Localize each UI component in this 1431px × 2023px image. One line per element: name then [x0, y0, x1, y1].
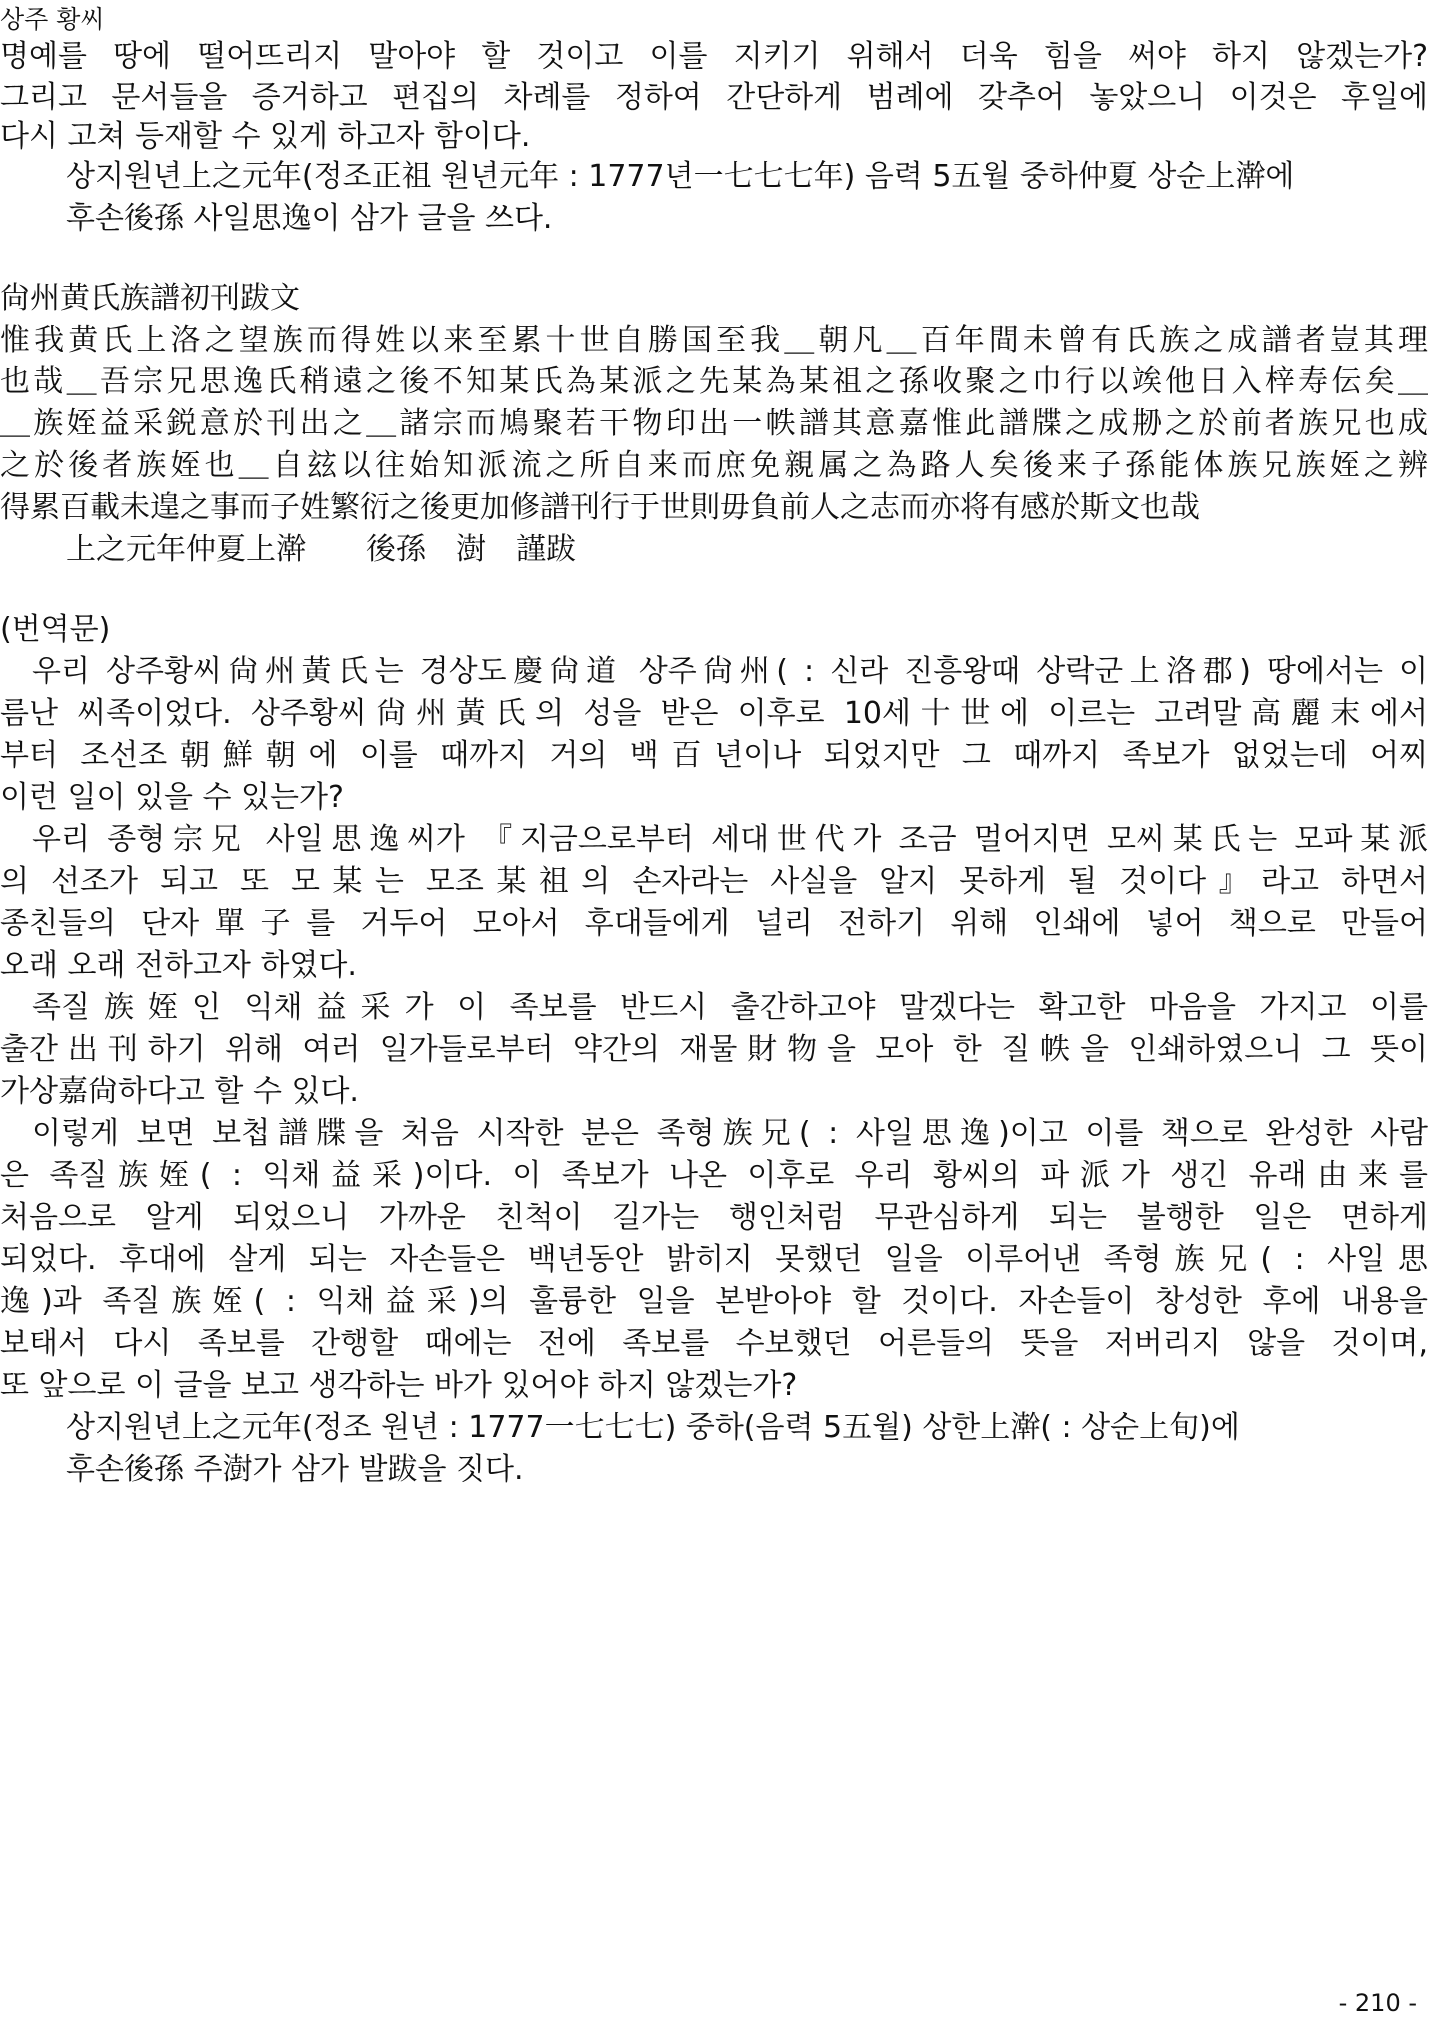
translation-heading: (번역문): [0, 612, 111, 647]
hanja-line: ＿族姪益采鋭意於刊出之＿諸宗而鳩聚若干物印出一帙譜其意嘉惟此譜牒之成刱之於前者族兄也成: [0, 406, 1428, 441]
paragraph-line: 명예를 땅에 떨어뜨리지 말아야 할 것이고 이를 지키기 위해서 더욱 힘을 써야 하지 않겠는가?: [0, 39, 1428, 74]
signature-line: 후손後孫 사일思逸이 삼가 글을 쓰다.: [66, 201, 553, 236]
translation-line: 보태서 다시 족보를 간행할 때에는 전에 족보를 수보했던 어른들의 뜻을 저버리지 않을 것이며,: [0, 1326, 1428, 1361]
section-label: 상주 황씨: [0, 5, 105, 34]
translation-line: 오래 오래 전하고자 하였다.: [0, 948, 357, 983]
translation-line: 또 앞으로 이 글을 보고 생각하는 바가 있어야 하지 않겠는가?: [0, 1368, 798, 1403]
hanja-title: 尙州黄氏族譜初刊跋文: [0, 281, 300, 316]
translation-signature-line: 후손後孫 주澍가 삼가 발跋을 짓다.: [66, 1452, 524, 1487]
translation-line: 출간出刊하기 위해 여러 일가들로부터 약간의 재물財物을 모아 한 질帙을 인쇄하였으니 그 뜻이: [0, 1032, 1428, 1067]
translation-line: 처음으로 알게 되었으니 가까운 친척이 길가는 행인처럼 무관심하게 되는 불행한 일은 면하게: [0, 1200, 1428, 1235]
hanja-signature-line: 上之元年仲夏上澣 後孫 澍 謹跋: [66, 532, 576, 567]
paragraph-line: 그리고 문서들을 증거하고 편집의 차례를 정하여 간단하게 범례에 갖추어 놓았으니 이것은 후일에: [0, 80, 1428, 115]
translation-line: 逸)과 족질族姪( : 익채益采)의 훌륭한 일을 본받아야 할 것이다. 자손들이 창성한 후에 내용을: [0, 1284, 1428, 1319]
date-line: 상지원년上之元年(정조正祖 원년元年 : 1777년一七七七年) 음력 5五월 중하仲夏 상순上澣에: [66, 159, 1295, 194]
hanja-line: 得累百載未遑之事而子姓繁衍之後更加修譜刊行于世則毋負前人之志而亦将有感於斯文也哉: [0, 490, 1200, 525]
hanja-line: 之於後者族姪也＿自玆以往始知派流之所自来而庶免親属之為路人矣後来子孫能体族兄族姪之辨: [0, 448, 1428, 483]
translation-line: 의 선조가 되고 또 모某는 모조某祖의 손자라는 사실을 알지 못하게 될 것이다』라고 하면서: [0, 864, 1428, 899]
translation-line: 이런 일이 있을 수 있는가?: [0, 780, 344, 815]
translation-line: 족질族姪인 익채益采가 이 족보를 반드시 출간하고야 말겠다는 확고한 마음을 가지고 이를: [32, 990, 1428, 1025]
page-number: - 210 -: [1338, 1989, 1417, 2017]
translation-line: 우리 종형宗兄 사일思逸씨가 『지금으로부터 세대世代가 조금 멀어지면 모씨某氏는 모파某派: [32, 822, 1428, 857]
hanja-line: 也哉＿吾宗兄思逸氏稍遠之後不知某氏為某派之先某為某祖之孫收聚之巾行以竢他日入梓寿伝矣＿: [0, 364, 1428, 399]
translation-date-line: 상지원년上之元年(정조 원년 : 1777一七七七) 중하(음력 5五월) 상한上澣( : 상순上旬)에: [66, 1410, 1240, 1445]
translation-line: 가상嘉尙하다고 할 수 있다.: [0, 1074, 359, 1109]
translation-line: 은 족질族姪( : 익채益采)이다. 이 족보가 나온 이후로 우리 황씨의 파派가 생긴 유래由来를: [0, 1158, 1428, 1193]
translation-line: 종친들의 단자單子를 거두어 모아서 후대들에게 널리 전하기 위해 인쇄에 넣어 책으로 만들어: [0, 906, 1428, 941]
translation-line: 부터 조선조朝鮮朝에 이를 때까지 거의 백百년이나 되었지만 그 때까지 족보가 없었는데 어찌: [0, 738, 1428, 773]
translation-line: 름난 씨족이었다. 상주황씨尙州黃氏의 성을 받은 이후로 10세十世에 이르는 고려말高麗末에서: [0, 696, 1428, 731]
hanja-line: 惟我黄氏上洛之望族而得姓以来至累十世自勝国至我＿朝凡＿百年間未曾有氏族之成譜者豈其理: [0, 323, 1428, 358]
paragraph-line: 다시 고쳐 등재할 수 있게 하고자 함이다.: [0, 119, 531, 154]
translation-line: 우리 상주황씨尙州黃氏는 경상도慶尙道 상주尙州( : 신라 진흥왕때 상락군上洛郡) 땅에서는 이: [32, 654, 1428, 689]
translation-line: 이렇게 보면 보첩譜牒을 처음 시작한 분은 족형族兄( : 사일思逸)이고 이를 책으로 완성한 사람: [32, 1116, 1428, 1151]
translation-line: 되었다. 후대에 살게 되는 자손들은 백년동안 밝히지 못했던 일을 이루어낸 족형族兄( : 사일思: [0, 1242, 1428, 1277]
